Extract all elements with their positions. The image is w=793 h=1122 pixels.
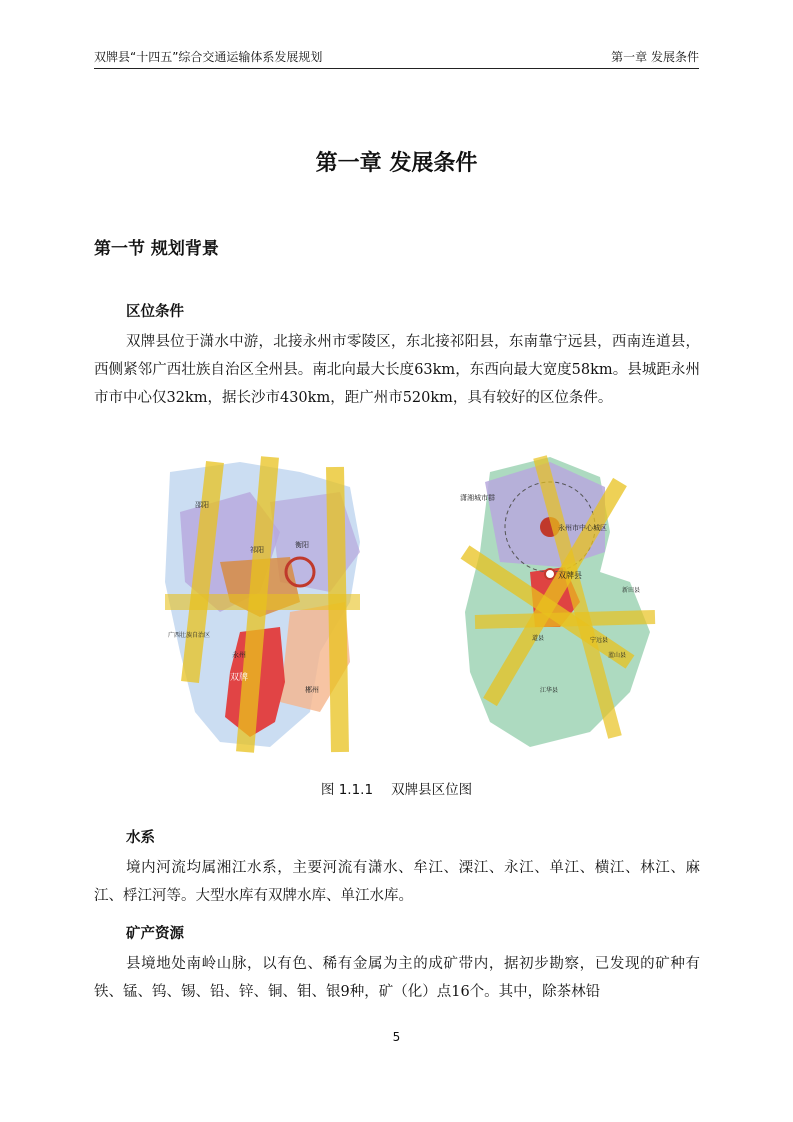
left-regional-map (165, 457, 360, 752)
minerals-text: 县境地处南岭山脉，以有色、稀有金属为主的成矿带内，据初步勘察，已发现的矿种有铁、锰、钨、锡、铅、锌、铜、钼、银9种，矿（化）点16个。其中，除茶林铅 (94, 956, 700, 1000)
left-map-label-hengyang: 衡阳 (295, 541, 309, 549)
right-map-label-xintian: 新田县 (622, 587, 641, 594)
right-map-label-yongzhou-center: 永州市中心城区 (558, 524, 607, 532)
right-map-label-daoxian: 道县 (532, 635, 545, 642)
right-regional-map (460, 457, 655, 747)
left-map-label-guangxi: 广西壮族自治区 (168, 632, 211, 639)
left-map-label-shuangpai: 双牌 (230, 673, 249, 683)
right-map-label-ningyuan: 宁远县 (590, 637, 609, 644)
maps-svg (160, 452, 660, 757)
water-heading: 水系 (126, 830, 155, 846)
left-map-label-chenzhou: 郴州 (305, 686, 319, 694)
location-paragraph (94, 328, 700, 412)
left-map-label-qiyang: 祁阳 (250, 546, 264, 554)
page-number: 5 (392, 1030, 401, 1044)
chapter-title: 第一章 发展条件 (315, 151, 478, 176)
location-text: 双牌县位于潇水中游，北接永州市零陵区，东北接祁阳县，东南靠宁远县，西南连道县，西侧紧邻广西壮族自治区全州县。南北向最大长度63km，东西向最大宽度58km。县城距永州市市中心仅32km，据长沙市430km，距广州市520km，具有较好的区位条件。 (94, 334, 700, 406)
right-map-label-shuangpai: 双牌县 (558, 571, 582, 580)
left-map-label-yongzhou: 永州 (232, 651, 246, 659)
figure-title: 双牌县区位图 (391, 782, 473, 798)
header-chapter: 第一章 发展条件 (611, 50, 699, 64)
header-document-title: 双牌县“十四五”综合交通运输体系发展规划 (94, 50, 323, 64)
minerals-heading: 矿产资源 (126, 926, 184, 942)
location-maps-figure (160, 452, 660, 757)
right-map-label-lanshan: 蓝山县 (608, 652, 627, 659)
running-header (94, 48, 699, 69)
figure-caption (0, 778, 793, 798)
left-map-label-shaoyang: 邵阳 (195, 501, 209, 509)
location-heading: 区位条件 (126, 304, 184, 320)
figure-number: 图 1.1.1 (320, 782, 374, 798)
right-map-label-xiaoxiang: 潇湘城市群 (460, 494, 495, 502)
minerals-paragraph (94, 950, 700, 1006)
right-map-label-jianghua: 江华县 (540, 687, 559, 694)
water-text: 境内河流均属湘江水系，主要河流有潇水、牟江、溧江、永江、单江、横江、林江、麻江、桴江河等。大型水库有双牌水库、单江水库。 (94, 860, 700, 904)
section-title: 第一节 规划背景 (94, 239, 219, 259)
water-paragraph (94, 854, 700, 910)
